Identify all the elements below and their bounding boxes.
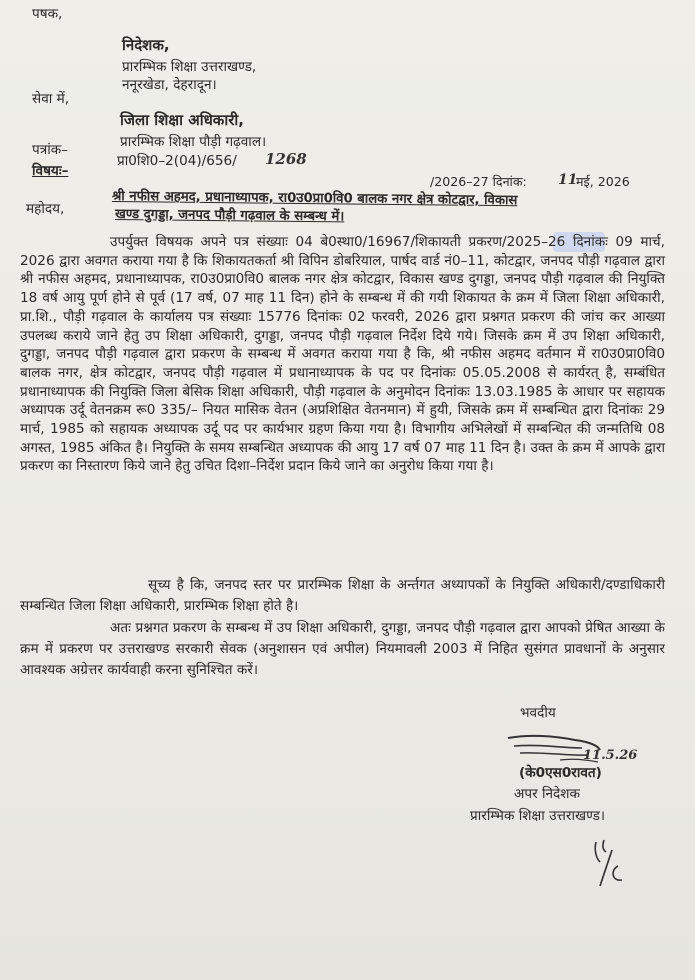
reference-handwritten-number: 1268 [265, 150, 307, 168]
subject-line-2: खण्ड दुगड्डा, जनपद पौड़ी गढ़वाल के सम्बन्ध में। [114, 207, 345, 225]
reference-label: पत्रांक– [32, 142, 68, 158]
sender-title: निदेशक, [122, 36, 170, 54]
body-paragraph-2: सूच्य है कि, जनपद स्तर पर प्रारम्भिक शिक्षा के अर्न्तगत अध्यापकों के नियुक्ति अधिकारी/दण्डाधिकारी सम्बन्धित जिला शिक्षा अधिकारी, प्रारम्भिक शिक्षा होते है। [20, 577, 665, 614]
from-label: पषक, [32, 6, 63, 22]
subject-label: विषयः– [32, 163, 69, 179]
recipient-office: प्रारम्भिक शिक्षा पौड़ी गढ़वाल। [120, 134, 267, 150]
closing: भवदीय [520, 705, 556, 721]
date-text: /2026–27 दिनांक: [430, 174, 527, 189]
reference-number: प्रा0शि0–2(04)/656/ [117, 153, 237, 169]
handwritten-initials [590, 836, 640, 892]
date-handwritten-day: 11 [558, 172, 578, 188]
signature-date-handwritten: 11.5.26 [583, 748, 638, 763]
signatory-name: (के0एस0रावत) [519, 765, 602, 781]
sender-office: प्रारम्भिक शिक्षा उत्तराखण्ड, [122, 59, 257, 75]
date-month-year: मई, 2026 [576, 174, 630, 189]
recipient-title: जिला शिक्षा अधिकारी, [120, 111, 244, 129]
salutation: महोदय, [26, 201, 65, 217]
signatory-office: प्रारम्भिक शिक्षा उत्तराखण्ड। [470, 808, 606, 824]
sender-address: ननूरखेडा, देहरादून। [122, 77, 217, 93]
body-paragraph-1: उपर्युक्त विषयक अपने पत्र संख्याः 04 बे0स्था0/16967/शिकायती प्रकरण/2025–26 दिनांकः 09 मार्च, 2026 द्वारा अवगत कराया गया है कि शिकायतकर्ता श्री विपिन डोबरियाल, पार्षद वार्ड नं0–11, कोटद्वार, जनपद पौड़ी गढ़वाल द्वारा श्री नफीस अहमद, प्रधानाध्यापक, रा0उ0प्रा0वि0 बालक नगर क्षेत्र कोटद्वार, विकास खण्ड दुगड्डा, जनपद पौड़ी गढ़वाल की नियुक्ति 18 वर्ष आयु पूर्ण होने से पूर्व (17 वर्ष, 07 माह 11 दिन) होने के सम्बन्ध में की गयी शिकायत के क्रम में जिला शिक्षा अधिकारी, प्रा.शि., पौड़ी गढ़वाल के कार्यालय पत्र संख्याः 15776 दिनांकः 02 फरवरी, 2026 द्वारा प्रश्नगत प्रकरण की जांच कर आख्या उपलब्ध कराये जाने हेतु उप शिक्षा अधिकारी, दुगड्डा, जनपद पौड़ी गढ़वाल निर्देश दिये गये। जिसके क्रम में उप शिक्षा अधिकारी, दुगड्डा, जनपद पौड़ी गढ़वाल द्वारा प्रकरण के सम्बन्ध में अवगत कराया गया है कि, श्री नफीस अहमद वर्तमान में रा0उ0प्रा0वि0 बालक नगर, क्षेत्र कोटद्वार, जनपद पौड़ी गढ़वाल में प्रधानाध्यापक के पद पर दिनांकः 05.05.2008 से कार्यरत् है, सम्बंधित प्रधानाध्यापक की नियुक्ति जिला बेसिक शिक्षा अधिकारी, पौड़ी गढ़वाल के अनुमोदन दिनांकः 13.03.1985 के आधार पर सहायक अध्यापक उर्दू वेतनक्रम रू0 335/– नियत मासिक वेतन (अप्रशिक्षित वेतनमान) में हुयी, जिसके क्रम में सम्बन्धित द्वारा दिनांकः 29 मार्च, 1985 को सहायक अध्यापक उर्दू पद पर कार्यभार ग्रहण किया गया है। विभागीय अभिलेखों में सम्बन्धित की जन्मतिथि 08 अगस्त, 1985 अंकित है। नियुक्ति के समय सम्बन्धित अध्यापक की आयु 17 वर्ष 07 माह 11 दिन है। उक्त के क्रम में आपके द्वारा प्रकरण का निस्तारण किये जाने हेतु उचित दिशा–निर्देश प्रदान किये जाने का अनुरोध किया गया है। [20, 234, 665, 475]
subject-line-1: श्री नफीस अहमद, प्रधानाध्यापक, रा0उ0प्रा0वि0 बालक नगर क्षेत्र कोटद्वार, विकास [111, 189, 518, 209]
body-paragraph-3: अतः प्रश्नगत प्रकरण के सम्बन्ध में उप शिक्षा अधिकारी, दुगड्डा, जनपद पौड़ी गढ़वाल द्वारा आपको प्रेषित आख्या के क्रम में प्रकरण पर उत्तराखण्ड सरकारी सेवक (अनुशासन एवं अपील) नियमावली 2003 में निहित सुसंगत प्रावधानों के अनुसार आवश्यक अग्रेत्तर कार्यवाही करना सुनिश्चित करें। [20, 620, 665, 678]
to-label: सेवा में, [32, 91, 70, 107]
signatory-designation: अपर निदेशक [514, 786, 580, 802]
